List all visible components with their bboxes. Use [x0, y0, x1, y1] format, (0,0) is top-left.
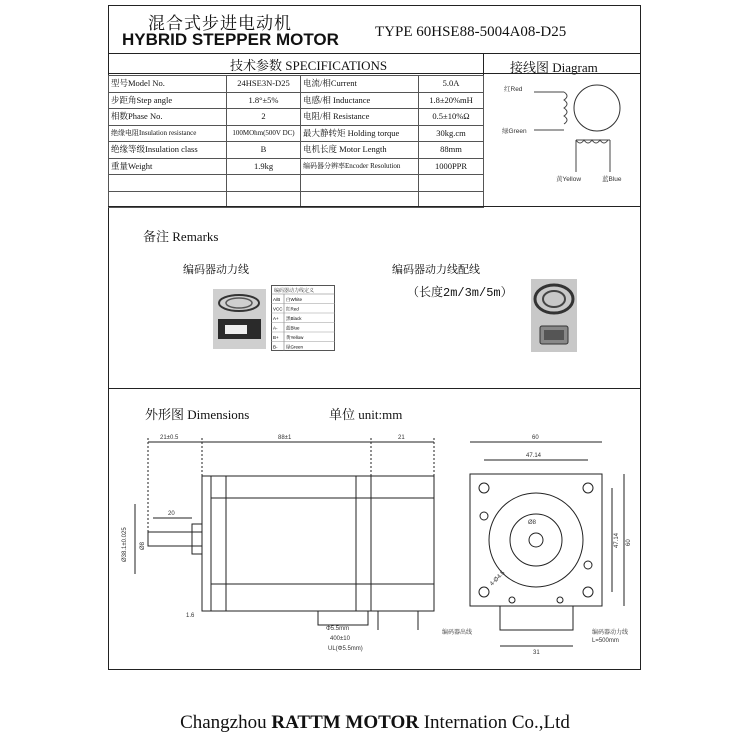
- spec-title: 技术参数 SPECIFICATIONS: [230, 58, 388, 73]
- dim-body-len: 88±1: [278, 435, 292, 441]
- spec-label: 重量Weight: [109, 158, 227, 175]
- front-face: [470, 474, 602, 606]
- spec-value: 30kg.cm: [419, 125, 484, 142]
- remarks-title: 备注 Remarks: [143, 229, 219, 244]
- spec-label: 编码器分辨率Encoder Resolution: [301, 158, 419, 175]
- dim-wire1: Φ5.5mm: [326, 626, 350, 632]
- dim-center: Ø8: [528, 520, 537, 526]
- def-pin: VCC: [273, 306, 283, 312]
- dim-step: 1.6: [186, 613, 195, 619]
- motor-circle: [574, 85, 620, 131]
- cable-photo-right: [531, 279, 577, 352]
- spec-value: 1.8°±5%: [227, 92, 301, 109]
- label-encoder-power: 编码器动力线: [592, 630, 629, 636]
- spec-label: 电阻/相 Resistance: [301, 109, 419, 126]
- dim-key: 20: [168, 511, 175, 517]
- spec-value: 0.5±10%Ω: [419, 109, 484, 126]
- dim-height: 60: [626, 539, 632, 546]
- type-label: TYPE 60HSE88-5004A08-D25: [375, 24, 567, 40]
- dimensions-title: 外形图 Dimensions: [145, 407, 250, 422]
- encoder-body: [371, 476, 434, 611]
- spec-value: 88mm: [419, 142, 484, 159]
- table-row: [109, 175, 484, 192]
- right-caption: 编码器动力线配线: [392, 264, 480, 276]
- dim-boss: Ø38.1±0.025: [122, 527, 128, 562]
- dim-pitch: 47.14: [614, 532, 620, 548]
- footer-prefix: Changzhou: [180, 712, 272, 733]
- table-row: [109, 125, 484, 142]
- spec-label: 电感/相 Inductance: [301, 92, 419, 109]
- spec-value: 1000PPR: [419, 158, 484, 175]
- dim-hole: 47.14: [526, 453, 542, 459]
- remarks-bottom-divider: [108, 388, 641, 389]
- def-color: 红Red: [286, 306, 299, 312]
- footer-brand: RATTM MOTOR: [271, 712, 419, 733]
- dim-rear: 21: [398, 435, 405, 441]
- diagram-title: 接线图 Diagram: [510, 60, 598, 75]
- table-row: [109, 158, 484, 175]
- def-pin: A/B: [273, 297, 281, 302]
- dim-wire2: 400±10: [330, 636, 350, 642]
- spec-value: 2: [227, 109, 301, 126]
- header-divider: [108, 53, 641, 54]
- encoder-def-table: [271, 285, 335, 351]
- spec-value: 100MOhm(500V DC): [227, 125, 301, 142]
- spec-table: [108, 75, 484, 208]
- dim-shaft: Ø8: [140, 541, 146, 550]
- front-connector: [500, 606, 573, 630]
- spec-value: 24HSE3N-D25: [227, 76, 301, 93]
- def-pin: A-: [273, 325, 278, 331]
- def-color: 黑Black: [286, 316, 302, 321]
- left-caption: 编码器动力线: [183, 264, 249, 276]
- label-green: 绿Green: [502, 128, 527, 135]
- spec-label: 相数Phase No.: [109, 109, 227, 126]
- def-pin: A+: [273, 316, 279, 321]
- title-en: HYBRID STEPPER MOTOR: [122, 30, 339, 49]
- spec-value: 1.9kg: [227, 158, 301, 175]
- motor-body: [211, 476, 371, 611]
- table-row: [109, 76, 484, 93]
- cable-photo-left: [213, 289, 266, 349]
- spec-bottom-divider: [108, 206, 641, 207]
- def-color: 白White: [286, 297, 303, 302]
- footer-company: [0, 712, 750, 734]
- shaft: [148, 532, 202, 546]
- table-row: [109, 92, 484, 109]
- dim-bottom: 31: [533, 650, 540, 656]
- title-cn: 混合式步进电动机: [148, 14, 292, 33]
- dimension-drawing: [108, 424, 640, 669]
- cable-exit: [318, 611, 368, 625]
- front-flange: [202, 476, 211, 611]
- table-row: [109, 109, 484, 126]
- label-length: L=500mm: [592, 638, 619, 644]
- def-color: 蓝Blue: [286, 325, 300, 331]
- table-row: [109, 142, 484, 159]
- spec-value: 1.8±20%mH: [419, 92, 484, 109]
- dim-flange: 60: [532, 435, 539, 441]
- coil-b: [576, 140, 610, 172]
- boss: [192, 524, 202, 554]
- spec-value: 5.0A: [419, 76, 484, 93]
- label-yellow: 黄Yellow: [556, 176, 582, 183]
- spec-label: 绝缘等级Insulation class: [109, 142, 227, 159]
- def-color: 黄Yellow: [286, 335, 304, 340]
- def-table-title: 编码器动力线定义: [274, 288, 315, 294]
- spec-label: 电流/相Current: [301, 76, 419, 93]
- def-pin: B-: [273, 344, 278, 350]
- wiring-diagram: [484, 74, 640, 204]
- label-red: 红Red: [504, 86, 523, 93]
- def-color: 绿Green: [286, 344, 304, 350]
- coil-a: [534, 92, 567, 130]
- spec-label: 型号Model No.: [109, 76, 227, 93]
- spec-label: 最大静转矩 Holding torque: [301, 125, 419, 142]
- dim-wire3: UL(Φ5.5mm): [328, 646, 363, 652]
- spec-label: 步距角Step angle: [109, 92, 227, 109]
- label-encoder-exit: 编码器出线: [442, 630, 473, 636]
- dim-shaft-len: 21±0.5: [160, 435, 179, 441]
- footer-suffix: Internation Co.,Ltd: [418, 712, 570, 733]
- def-pin: B+: [273, 335, 279, 340]
- spec-value: B: [227, 142, 301, 159]
- label-blue: 蓝Blue: [602, 176, 622, 183]
- spec-label: 电机长度 Motor Length: [301, 142, 419, 159]
- dimensions-unit: 单位 unit:mm: [329, 407, 403, 422]
- right-sub: （长度2m/3m/5m）: [407, 286, 513, 300]
- spec-label: 绝缘电阻Insulation resistance: [109, 125, 227, 142]
- dim-holes: 4-Ø4.5: [489, 570, 507, 588]
